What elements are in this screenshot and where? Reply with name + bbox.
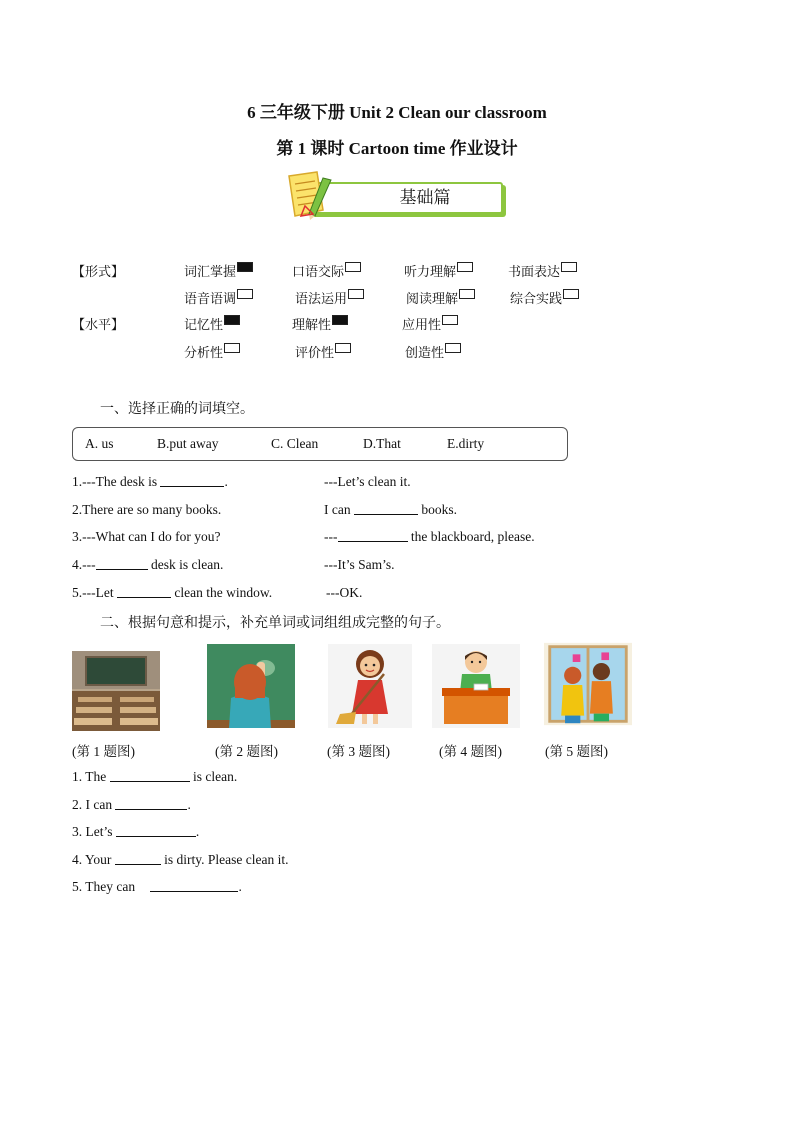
girl-sweeping-picture [326,644,414,728]
question-3-left: 3.---What can I do for you? [72,529,221,544]
answer-blank[interactable] [354,502,418,515]
classroom-picture [72,649,160,733]
level-option-evaluation: 评价性 [295,342,351,361]
word-bank-choice-b: B.put away [157,436,219,451]
form-option-listening: 听力理解 [404,261,473,280]
answer-blank[interactable] [116,824,196,837]
picture-caption-3: (第 3 题图) [327,744,390,759]
question-1-right: ---Let’s clean it. [324,474,411,489]
form-option-writing: 书面表达 [508,261,577,280]
picture-caption-4: (第 4 题图) [439,744,502,759]
section2-heading: 二、根据句意和提示，补充单词或词组组成完整的句子。 [100,615,450,631]
question-4-right: ---It’s Sam’s. [324,557,395,572]
form-option-reading: 阅读理解 [406,288,475,307]
level-option-creation: 创造性 [405,342,461,361]
document-title: 6 三年级下册 Unit 2 Clean our classroom [247,103,547,122]
question-1-left: 1.---The desk is . [72,474,228,489]
checkbox-unchecked[interactable] [348,289,364,299]
question-5-left: 5.---Let clean the window. [72,585,273,600]
checkbox-unchecked[interactable] [457,262,473,272]
checkbox-unchecked[interactable] [445,343,461,353]
answer-blank[interactable] [96,557,148,570]
question-5-right: ---OK. [326,585,363,600]
answer-blank[interactable] [115,852,161,865]
word-bank [72,427,568,461]
word-bank-choice-c: C. Clean [271,436,319,451]
sentence-3: 3. Let’s . [72,824,200,839]
answer-blank[interactable] [150,879,238,892]
answer-blank[interactable] [115,797,187,810]
sentence-5: 5. They can . [72,879,242,894]
question-4-left: 4.--- desk is clean. [72,557,224,572]
question-2-right: I can books. [324,502,457,517]
checkbox-unchecked[interactable] [345,262,361,272]
checkbox-unchecked[interactable] [561,262,577,272]
picture-caption-2: (第 2 题图) [215,744,278,759]
section1-heading: 一、选择正确的词填空。 [100,401,254,417]
sentence-4: 4. Your is dirty. Please clean it. [72,852,289,867]
checkbox-unchecked[interactable] [237,289,253,299]
answer-blank[interactable] [117,585,171,598]
sentence-1: 1. The is clean. [72,769,238,784]
kids-cleaning-window-picture [544,642,632,726]
girl-cleaning-blackboard-picture [207,644,295,728]
word-bank-choice-e: E.dirty [447,436,485,451]
level-banner [283,170,513,222]
checkbox-unchecked[interactable] [335,343,351,353]
level-option-understanding: 理解性 [292,314,348,333]
form-option-practice: 综合实践 [510,288,579,307]
answer-blank[interactable] [160,474,224,487]
checkbox-unchecked[interactable] [442,315,458,325]
question-2-left: 2.There are so many books. [72,502,222,517]
checkbox-checked[interactable] [224,315,240,325]
sentence-2: 2. I can . [72,797,191,812]
form-option-grammar: 语法运用 [295,288,364,307]
question-3-right: --- the blackboard, please. [324,529,535,544]
lesson-subtitle: 第 1 课时 Cartoon time 作业设计 [276,139,518,158]
level-option-analysis: 分析性 [184,342,240,361]
form-option-vocabulary: 词汇掌握 [184,261,253,280]
checkbox-unchecked[interactable] [224,343,240,353]
level-option-application: 应用性 [402,314,458,333]
word-bank-choice-a: A. us [85,436,114,451]
checkbox-checked[interactable] [332,315,348,325]
form-tag: 【形式】 [72,265,125,280]
level-tag: 【水平】 [72,318,125,333]
answer-blank[interactable] [338,529,408,542]
level-option-memory: 记忆性 [184,314,240,333]
notepad-pencil-icon [283,170,339,222]
banner-label: 基础篇 [399,188,451,208]
word-bank-choice-d: D.That [363,436,401,451]
picture-caption-5: (第 5 题图) [545,744,608,759]
checkbox-unchecked[interactable] [563,289,579,299]
checkbox-checked[interactable] [237,262,253,272]
picture-caption-1: (第 1 题图) [72,744,135,759]
checkbox-unchecked[interactable] [459,289,475,299]
form-option-speaking: 口语交际 [292,261,361,280]
answer-blank[interactable] [110,769,190,782]
boy-cleaning-desk-picture [432,644,520,728]
form-option-pronunciation: 语音语调 [184,288,253,307]
